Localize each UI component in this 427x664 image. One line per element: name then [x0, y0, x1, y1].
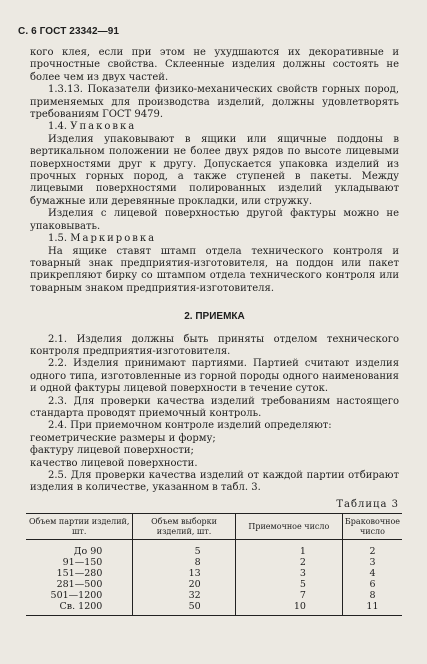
table-cell: Св. 1200 — [26, 601, 133, 616]
table-row — [26, 568, 402, 579]
table-cell: 5 — [133, 540, 235, 558]
heading-packaging-number: 1.4. — [48, 121, 68, 133]
paragraph-packaging-2: Изделия с лицевой поверхностью другой фактуры можно не упаковывать. — [30, 208, 399, 232]
table-cell: 8 — [342, 590, 402, 601]
paragraph-2-4: 2.4. При приемочном контроле изделий определяют: — [48, 420, 332, 432]
table-cell: 5 — [235, 579, 342, 590]
document-body — [30, 47, 399, 616]
sampling-table — [26, 513, 402, 616]
table-cell: 151—280 — [56, 568, 103, 580]
table-cell: 7 — [235, 590, 342, 601]
heading-packaging — [30, 121, 399, 133]
table-caption: Таблица 3 — [336, 498, 399, 510]
table-cell: 3 — [342, 557, 402, 568]
paragraph-packaging-1: Изделия упаковывают в ящики или ящичные поддоны в вертикальном положении не более двух рядов по высоте лицевыми поверхностями друг к другу. Допускается упаковка изделий из прочных горных пород, а также ступеней в пакеты. Между лицевыми поверхностями полированных изделий укладывают бумажные или деревянные прокладки, или стружку. — [30, 133, 399, 207]
heading-marking-number: 1.5. — [48, 233, 68, 245]
table-cell: 281—500 — [56, 579, 103, 591]
table-cell: 4 — [342, 568, 402, 579]
table-cell: 91—150 — [62, 557, 103, 569]
table-cell: 501—1200 — [50, 590, 103, 602]
table-row — [26, 590, 402, 601]
paragraph-2-3: 2.3. Для проверки качества изделий требованиям настоящего стандарта проводят приемочный контроль. — [30, 395, 399, 419]
table-cell: 2 — [235, 557, 342, 568]
table-cell: 6 — [342, 579, 402, 590]
heading-packaging-word: Упаковка — [70, 121, 137, 133]
heading-marking — [30, 233, 399, 245]
page-header: С. 6 ГОСТ 23342—91 — [18, 26, 120, 37]
table-cell: 13 — [133, 568, 235, 579]
section-title-acceptance: 2. ПРИЕМКА — [184, 311, 245, 323]
table-row — [26, 601, 402, 616]
table-cell: 2 — [342, 540, 402, 558]
column-header: Браковочное число — [342, 514, 402, 540]
table-cell: 8 — [133, 557, 235, 568]
column-header: Приемочное число — [235, 514, 342, 540]
list-item: фактуру лицевой поверхности; — [30, 445, 194, 457]
heading-marking-word: Маркировка — [70, 233, 157, 245]
table-cell: 11 — [342, 601, 402, 616]
list-item: качество лицевой поверхности. — [30, 457, 198, 469]
paragraph-2-2: 2.2. Изделия принимают партиями. Партией считают изделия одного типа, изготовленные из горной породы одного наименования и одной фактуры лицевой поверхности в течение суток. — [30, 358, 399, 395]
table-cell: 32 — [133, 590, 235, 601]
column-header: Объем выборки изделий, шт. — [133, 514, 235, 540]
table-cell: 20 — [133, 579, 235, 590]
paragraph-2-1: 2.1. Изделия должны быть приняты отделом технического контроля предприятия-изготовителя. — [30, 333, 399, 357]
paragraph-1-3-13: 1.3.13. Показатели физико-механических свойств горных пород, применяемых для производства изделий, должны удовлетворять требованиям ГОСТ 9479. — [30, 84, 399, 121]
table-row — [26, 540, 402, 558]
column-header: Объем партии изделий, шт. — [26, 514, 133, 540]
paragraph-marking-1: На ящике ставят штамп отдела технического контроля и товарный знак предприятия-изготовителя, на поддон или пакет прикрепляют бирку со штампом отдела технического контроля или товарным знаком предприятия-изготовителя. — [30, 245, 399, 294]
table-cell: 10 — [235, 601, 342, 616]
table-row — [26, 579, 402, 590]
paragraph-2-5: 2.5. Для проверки качества изделий от каждой партии отбирают изделия в количестве, указанном в табл. 3. — [30, 470, 399, 494]
paragraph-continued: кого клея, если при этом не ухудшаются их декоративные и прочностные свойства. Склеенные изделия должны состоять не более чем из двух частей. — [30, 47, 399, 83]
table-cell: 1 — [235, 540, 342, 558]
list-item: геометрические размеры и форму; — [30, 432, 216, 444]
table-row — [26, 557, 402, 568]
table-cell: 3 — [235, 568, 342, 579]
table-header-row — [26, 514, 402, 540]
table-cell: 50 — [133, 601, 235, 616]
table-cell: До 90 — [73, 546, 103, 558]
